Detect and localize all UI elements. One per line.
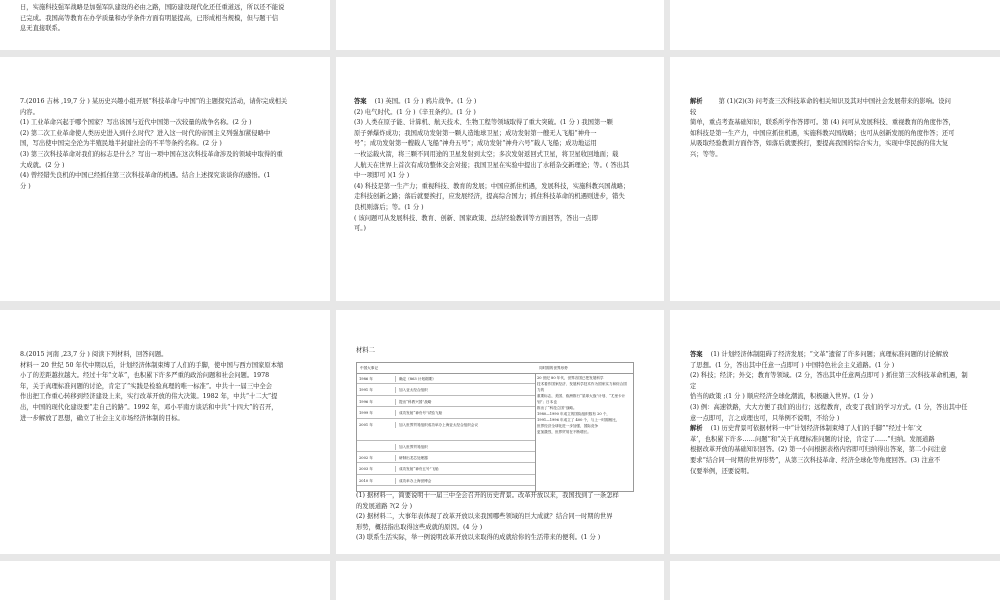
question-7-page bbox=[0, 57, 330, 301]
text-line: 小了的差距越拉越大。经过十年“文革”，也积累下许多严重的政治问题和社会问题。1978 bbox=[20, 372, 270, 380]
table-header-left: 中国大事记 bbox=[360, 366, 378, 370]
text-line: 仅要举例，还要说明。 bbox=[690, 467, 753, 475]
question-8-text bbox=[0, 310, 330, 424]
text-line: (4) 曾经错失良机的中国已经抓住第三次科技革命的机遇。结合上述探究谈谈你的感悟。(1 bbox=[20, 172, 271, 180]
explanation-7-page bbox=[670, 57, 1000, 301]
explanation-7-text bbox=[670, 57, 1000, 161]
table-row: 2002 年 研制出龙芯处理器 bbox=[357, 452, 535, 463]
question-8-page bbox=[0, 310, 330, 554]
text-line: 根据改革开放的基础知识回答。(2) 第一小问根据表格内容即可归纳得出答案，第二小问注意 bbox=[690, 446, 947, 454]
text-line: 意一点即可，言之成理也可，只举例不说明，不给分 ) bbox=[690, 414, 840, 422]
text-line: 走科技创新之路；落后就要挨打，应发展经济，提高综合国力；抓住科技革命的机遇则进步，错失 bbox=[354, 193, 625, 201]
text-line: 推出了“科技立国”战略。 bbox=[537, 406, 577, 410]
text-line: 原子弹爆炸成功；我国成功发射第一颗人造地球卫星；成功发射第一艘无人飞船“神舟一 bbox=[354, 129, 597, 137]
table-header-right: 同时期的世界形势 bbox=[539, 366, 568, 370]
explanation-label: 解析 bbox=[690, 98, 703, 105]
text-line: (2) 电气时代。(1 分 )《辛丑条约》。(1 分 ) bbox=[354, 108, 476, 116]
table-row: 2001 年 加入世界贸易组织成功举办上海亚太经合组织会议 bbox=[357, 419, 535, 441]
text-line: 中一项即可 )(1 分 ) bbox=[354, 172, 410, 180]
answer-7-text bbox=[336, 57, 664, 235]
text-line: (2) 第二次工业革命使人类历史进入到什么时代？进入这一时代的帝国主义列强加紧侵略中 bbox=[20, 129, 271, 137]
table-row: 2003 年 成功发射“神舟五号”飞船 bbox=[357, 463, 535, 474]
text-line: 定 bbox=[690, 382, 697, 390]
material-2-page bbox=[336, 310, 664, 554]
text-line: 恰当的政策 ;(1 分 ) 顺应经济全球化潮流，积极融入世界。(1 分 ) bbox=[690, 393, 874, 401]
text-line: 20 世纪 80 年代，世界各国已把发展科学 bbox=[537, 376, 604, 380]
text-line: (2) 科技；经济；外交；教育等领域。(2 分，答出其中任意两点即可 ) 抓住第三次科技革命机遇，制 bbox=[690, 372, 968, 380]
text-line: 作出把工作重心转移到经济建设上来，实行改革开放的伟大决策。1982 年，中共“十二大”提 bbox=[20, 393, 278, 401]
table-row: 加入世界贸易组织 bbox=[357, 441, 535, 452]
answer-label: 答案 bbox=[690, 351, 703, 358]
text-line: 技术看作国家经济、发展科学技术作为国家实力和综合国力的 bbox=[537, 382, 627, 392]
material-2-label: 材料二 bbox=[356, 347, 375, 354]
answer-line bbox=[354, 97, 654, 108]
text-line: 较 bbox=[690, 108, 697, 116]
text-line: 如科技是第一生产力，中国应抓住机遇，实施科教兴国战略；也可从创新发展的角度作答；还可 bbox=[690, 129, 955, 137]
text-line: 了思想。(1 分，答出其中任意一点即可 ) 中国特色社会主义道路。(1 分 ) bbox=[690, 361, 895, 369]
page-bottom-left bbox=[0, 561, 330, 600]
table-row: 1999 年 成功发射“神舟号”试验飞船 bbox=[357, 407, 535, 418]
text-line: 形势，概括指出取得这些成就的原因。(4 分 ) bbox=[356, 523, 483, 531]
text-line: (1) 据材料一，简要说明十一届三中全会召开的历史背景。改革开放以来，我国找到了一条怎样 bbox=[356, 492, 619, 499]
text-line: 从吸取经验教训方面作答，如落后就要挨打，要提高我国的综合实力，实现中华民族的伟大复 bbox=[690, 140, 949, 148]
text-line: (3) 例：高速铁路，大大方便了我们的出行；远程教育，改变了我们的学习方式。(1 分，答出其中任 bbox=[690, 403, 968, 411]
text-line: 良机则落后；等。(1 分 ) bbox=[354, 203, 424, 211]
text-line: 日，实施科技强军战略是加强军队建设的必由之路，国防建设现代化还任重道远，所以还不能说 bbox=[20, 4, 285, 11]
page-top-right bbox=[670, 0, 1000, 50]
text-line: 的发展道路 ?(2 分 ) bbox=[356, 502, 413, 510]
page-bottom-middle bbox=[336, 561, 664, 600]
table-row: 1991 年 加入亚太经合组织 bbox=[357, 384, 535, 395]
text-line: 1980—1990 年成立的国际组织数有 20 个， bbox=[537, 412, 611, 416]
answer-8-page bbox=[670, 310, 1000, 554]
answer-7-page bbox=[336, 57, 664, 301]
text-line: 内容。 bbox=[20, 108, 39, 116]
text-line: (3) 人类在原子能、计算机、航天技术、生物工程等领域取得了重大突破。(1 分 ) 我国第一颗 bbox=[354, 119, 613, 127]
answer-label: 答案 bbox=[354, 98, 367, 105]
text-line: (1) 计划经济体制阻碍了经济发展；“文革”遗留了许多问题；真理标准问题的讨论解放 bbox=[710, 351, 949, 358]
text-line: 重要标志，美国、欧洲推行“星球大战”计划、“尤里卡计划”；日本也 bbox=[537, 394, 626, 404]
text-line: 1991—1996 年成立了 400 个，与上一时期相比， bbox=[537, 418, 620, 422]
text-line: 要求“结合同一时期的世界形势”，从第三次科技革命、经济全球化等角度回答。(3) 注意不 bbox=[690, 456, 941, 464]
text-line: 第 (1)(2)(3) 问考查三次科技革命的相关知识及其对中国社会发展带来的影响。设问 bbox=[718, 98, 951, 105]
table-left-column bbox=[357, 373, 536, 491]
events-table bbox=[356, 362, 634, 492]
text-line: 息无直接联系。 bbox=[20, 25, 65, 33]
text-line: ( 该问题可从发展科技、教育、创新、国家政策、总结经验教训等方面回答，答出一点即 bbox=[354, 214, 598, 222]
text-line: 可。) bbox=[354, 225, 366, 233]
text-line: 进一步解放了思想，确立了社会主义市场经济体制的目标。 bbox=[20, 414, 184, 422]
text-line: 人航天在世界上首次有成功整体交会对接；我国卫星在实验中提出了水稻杂交新理论；等。( 答出其 bbox=[354, 161, 630, 169]
text-line: 8.(2015 河南 ,23,7 分 ) 阅读下列材料，回答问题。 bbox=[20, 351, 168, 358]
text-line: (4) 科技是第一生产力；重视科技、教育的发展；中国应抓住机遇，发展科技，实施科教兴国战略； bbox=[354, 182, 630, 190]
text-line: (1) 英国。(1 分 ) 鸦片战争。(1 分 ) bbox=[374, 98, 477, 105]
text-line: 国，写出使中国完全沦为半殖民地半封建社会的不平等条约名称。(2 分 ) bbox=[20, 140, 222, 148]
text-line: 分 ) bbox=[20, 182, 31, 190]
text-line: 大成就。(2 分 ) bbox=[20, 161, 65, 169]
world-situation-cell bbox=[537, 375, 629, 489]
explanation-label: 解析 bbox=[690, 425, 703, 433]
text-line: 一枚运载火箭，将三颗不同用途的卫星发射到太空；多次发射返回式卫星，将卫星收回地面；载 bbox=[354, 150, 619, 158]
text-line: 革’，也积累下许多……问题”和“关于真理标准问题的讨论，肯定了……”归纳。发展道路 bbox=[690, 435, 935, 443]
text-line: 世界经济全球化进一步加强，国际竞争 bbox=[537, 424, 599, 428]
explanation-line bbox=[690, 97, 986, 108]
text-line: (3) 第三次科技革命对我们的标志是什么？写出一项中国在这次科技革命涉及的领域中取得的重 bbox=[20, 150, 283, 158]
text-line: 出，中国的现代化建设要“走自己的路”。1992 年，邓小平南方谈话和中共“十四大”的召开， bbox=[20, 403, 278, 411]
answer-line bbox=[690, 350, 988, 361]
text-line: (1) 历史背景可依据材料一中“计划经济体制束缚了人们的手脚”“经过十年‘文 bbox=[710, 425, 923, 433]
page-bottom-right bbox=[670, 561, 1000, 600]
text-line: (2) 据材料二，大事年表体现了改革开放以来我国哪些领域的巨大成就？结合同一时期的世界 bbox=[356, 513, 613, 521]
text-line: 简单，重点考查基础知识，联系所学作答即可。第 (4) 问可从发展科技、重视教育的角度作答， bbox=[690, 119, 955, 127]
material-2-questions bbox=[356, 491, 656, 544]
question-7-text bbox=[0, 57, 330, 192]
text-line: (3) 联系生活实际，举一例说明改革开放以来取得的成就给你的生活带来的便利。(1 分 ) bbox=[356, 534, 601, 542]
page-top-middle bbox=[336, 0, 664, 50]
text-line: (1) 工业革命兴起于哪个国家？写出该国与近代中国第一次较量的战争名称。(2 分 ) bbox=[20, 119, 252, 127]
table-row: 2010 年 成功举办上海世博会 bbox=[357, 475, 535, 486]
table-row: 1996 年 提出“科教兴国”战略 bbox=[357, 396, 535, 407]
text-line: 更加激烈，世界贸易在不断增长。 bbox=[537, 430, 591, 434]
text-line: 年，关于真理标准问题的讨论，肯定了“实践是检验真理的唯一标准”。中共十一届三中全会 bbox=[20, 382, 273, 390]
answer-8-text bbox=[670, 310, 1000, 477]
top-left-text bbox=[0, 0, 330, 35]
text-line: 已完成。我国高等教育在办学质量和办学条件方面有明显提高，已形成相当规模，但与题干信 bbox=[20, 14, 279, 22]
table-row: 1986 年 确定《863 计划纲要》 bbox=[357, 373, 535, 384]
explanation-line bbox=[690, 424, 988, 435]
text-line: 材料一 20 世纪 50 年代中期以后，计划经济体制束缚了人们的手脚，使中国与西方国家原本缩 bbox=[20, 361, 284, 369]
text-line: 号”；成功发射第一艘载人飞船“神舟五号”；成功发射“神舟六号”载人飞船；成功地运用 bbox=[354, 140, 597, 148]
text-line: 7.(2016 吉林 ,19,7 分 ) 某历史兴趣小组开展“科技革命与中国”的主题探究活动，请你完成相关 bbox=[20, 98, 288, 105]
text-line: 兴；等等。 bbox=[690, 150, 722, 158]
page-top-left bbox=[0, 0, 330, 50]
